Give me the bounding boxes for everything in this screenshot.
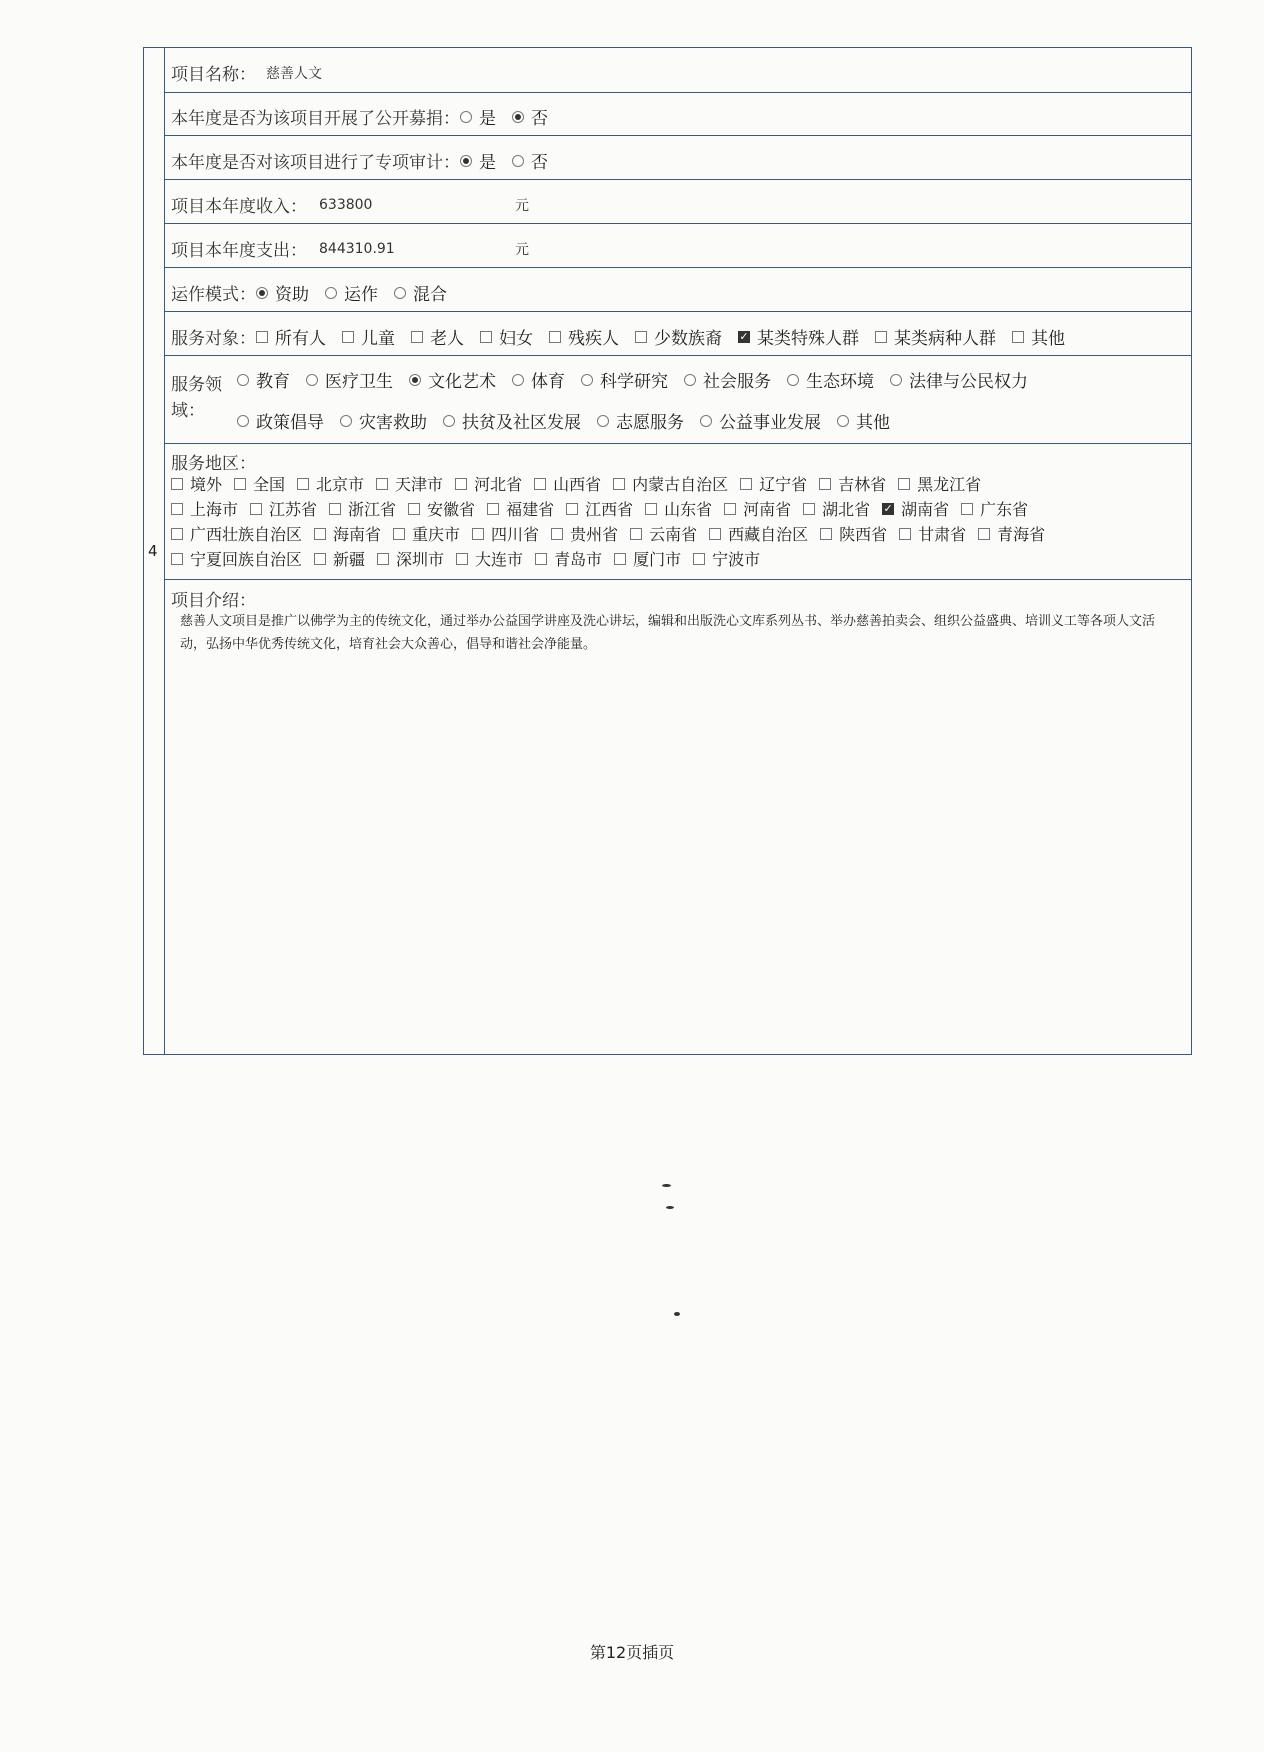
field-option[interactable]: 其他 xyxy=(837,408,890,433)
checkbox-icon xyxy=(480,331,492,343)
row-index: 4 xyxy=(148,542,158,560)
fundraising-label: 本年度是否为该项目开展了公开募捐： xyxy=(171,109,460,129)
regions-grid xyxy=(171,471,1057,571)
checkbox-icon xyxy=(645,503,657,515)
radio-icon xyxy=(597,415,609,427)
checkbox-icon xyxy=(898,478,910,490)
region-option[interactable]: 境外 xyxy=(171,472,222,495)
fundraising-row xyxy=(165,93,1191,136)
scan-speck xyxy=(662,1184,671,1187)
checkbox-icon xyxy=(314,553,326,565)
target-option[interactable]: 儿童 xyxy=(342,324,395,349)
checkbox-icon xyxy=(487,503,499,515)
fields-label-line-2: 域： xyxy=(171,401,205,421)
project-name-row xyxy=(165,48,1191,93)
radio-icon xyxy=(306,374,318,386)
checkbox-icon xyxy=(551,528,563,540)
target-option[interactable]: 残疾人 xyxy=(549,324,619,349)
radio-selected-icon xyxy=(409,374,421,386)
checkbox-icon xyxy=(613,478,625,490)
region-option[interactable]: 山西省 xyxy=(534,472,601,495)
scan-speck xyxy=(674,1312,680,1316)
checkbox-icon xyxy=(376,478,388,490)
form-content xyxy=(165,48,1191,1054)
checkbox-icon xyxy=(549,331,561,343)
region-option[interactable]: 云南省 xyxy=(630,522,697,545)
checkbox-icon xyxy=(961,503,973,515)
radio-icon xyxy=(581,374,593,386)
region-option[interactable]: 全国 xyxy=(234,472,285,495)
field-option[interactable]: 法律与公民权力 xyxy=(890,367,1028,392)
region-option[interactable]: 海南省 xyxy=(314,522,381,545)
checkbox-icon xyxy=(297,478,309,490)
radio-icon xyxy=(890,374,902,386)
region-option[interactable]: 吉林省 xyxy=(819,472,886,495)
checkbox-icon xyxy=(455,478,467,490)
region-option[interactable]: 江西省 xyxy=(566,497,633,520)
intro-label: 项目介绍： xyxy=(171,591,256,611)
checkbox-icon xyxy=(630,528,642,540)
checkbox-icon xyxy=(978,528,990,540)
regions-line xyxy=(171,546,1057,571)
checkbox-icon xyxy=(456,553,468,565)
field-option[interactable]: 生态环境 xyxy=(787,367,874,392)
target-option[interactable]: 少数族裔 xyxy=(635,324,722,349)
field-option[interactable]: 体育 xyxy=(512,367,565,392)
regions-line xyxy=(171,521,1057,546)
region-option[interactable]: 河南省 xyxy=(724,497,791,520)
region-option[interactable]: 甘肃省 xyxy=(899,522,966,545)
region-option[interactable]: 内蒙古自治区 xyxy=(613,472,728,495)
checkbox-checked-icon: ✓ xyxy=(739,330,749,343)
region-option[interactable]: 河北省 xyxy=(455,472,522,495)
radio-icon xyxy=(443,415,455,427)
checkbox-icon xyxy=(329,503,341,515)
region-option[interactable]: 湖北省 xyxy=(803,497,870,520)
checkbox-icon xyxy=(342,331,354,343)
radio-icon xyxy=(237,374,249,386)
region-option[interactable]: 黑龙江省 xyxy=(898,472,981,495)
project-form xyxy=(143,47,1192,1055)
checkbox-icon xyxy=(534,478,546,490)
region-option-hunan[interactable]: ✓ 湖南省 xyxy=(883,500,950,519)
income-label: 项目本年度收入： xyxy=(171,197,307,217)
checkbox-icon xyxy=(566,503,578,515)
radio-selected-icon xyxy=(256,287,268,299)
region-option[interactable]: 青岛市 xyxy=(535,547,602,570)
region-option[interactable]: 西藏自治区 xyxy=(709,522,808,545)
checkbox-icon xyxy=(171,553,183,565)
regions-line xyxy=(171,496,1057,521)
checkbox-icon xyxy=(724,503,736,515)
region-option[interactable]: 山东省 xyxy=(645,497,712,520)
target-option[interactable]: 其他 xyxy=(1012,324,1065,349)
checkbox-icon xyxy=(819,478,831,490)
checkbox-icon xyxy=(171,503,183,515)
checkbox-checked-icon: ✓ xyxy=(883,502,893,515)
region-option[interactable]: 北京市 xyxy=(297,472,364,495)
region-option[interactable]: 厦门市 xyxy=(614,547,681,570)
field-option[interactable]: 灾害救助 xyxy=(340,408,427,433)
checkbox-icon xyxy=(535,553,547,565)
page-footer: 第12页插页 xyxy=(589,1643,675,1662)
expense-label: 项目本年度支出： xyxy=(171,241,307,261)
checkbox-icon xyxy=(171,528,183,540)
field-option-culture-art[interactable]: 文化艺术 xyxy=(409,367,496,392)
radio-icon xyxy=(837,415,849,427)
mode-option-funding[interactable]: 资助 xyxy=(256,280,309,305)
regions-label: 服务地区： xyxy=(171,454,256,474)
region-option[interactable]: 宁波市 xyxy=(693,547,760,570)
checkbox-icon xyxy=(709,528,721,540)
checkbox-icon xyxy=(393,528,405,540)
target-option[interactable]: 所有人 xyxy=(256,324,326,349)
region-option[interactable]: 福建省 xyxy=(487,497,554,520)
region-option[interactable]: 宁夏回族自治区 xyxy=(171,547,302,570)
field-option[interactable]: 医疗卫生 xyxy=(306,367,393,392)
region-option[interactable]: 安徽省 xyxy=(408,497,475,520)
region-option[interactable]: 江苏省 xyxy=(250,497,317,520)
mode-row xyxy=(165,268,1191,312)
mode-option-mixed[interactable]: 混合 xyxy=(394,280,447,305)
checkbox-icon xyxy=(635,331,647,343)
target-option[interactable]: 妇女 xyxy=(480,324,533,349)
checkbox-icon xyxy=(411,331,423,343)
checkbox-icon xyxy=(693,553,705,565)
target-option-special-group[interactable]: ✓ 某类特殊人群 xyxy=(739,329,859,349)
radio-icon xyxy=(460,111,472,123)
field-option[interactable]: 社会服务 xyxy=(684,367,771,392)
audit-label: 本年度是否对该项目进行了专项审计： xyxy=(171,153,460,173)
checkbox-icon xyxy=(408,503,420,515)
income-unit: 元 xyxy=(515,197,529,214)
region-option[interactable]: 深圳市 xyxy=(377,547,444,570)
field-option[interactable]: 扶贫及社区发展 xyxy=(443,408,581,433)
checkbox-icon xyxy=(472,528,484,540)
region-option[interactable]: 重庆市 xyxy=(393,522,460,545)
checkbox-icon xyxy=(250,503,262,515)
radio-selected-icon xyxy=(512,111,524,123)
target-option[interactable]: 老人 xyxy=(411,324,464,349)
scan-speck xyxy=(666,1206,674,1209)
checkbox-icon xyxy=(614,553,626,565)
radio-icon xyxy=(787,374,799,386)
fields-label-line-1: 服务领 xyxy=(171,375,222,395)
checkbox-icon xyxy=(1012,331,1024,343)
region-option[interactable]: 天津市 xyxy=(376,472,443,495)
income-row xyxy=(165,180,1191,224)
radio-icon xyxy=(512,155,524,167)
field-option[interactable]: 志愿服务 xyxy=(597,408,684,433)
radio-icon xyxy=(325,287,337,299)
checkbox-icon xyxy=(377,553,389,565)
region-option[interactable]: 青海省 xyxy=(978,522,1045,545)
targets-label: 服务对象： xyxy=(171,329,256,349)
checkbox-icon xyxy=(256,331,268,343)
regions-line xyxy=(171,471,1057,496)
field-option[interactable]: 公益事业发展 xyxy=(700,408,821,433)
target-option[interactable]: 某类病种人群 xyxy=(875,324,996,349)
region-option[interactable]: 大连市 xyxy=(456,547,523,570)
region-option[interactable]: 陕西省 xyxy=(820,522,887,545)
region-option[interactable]: 四川省 xyxy=(472,522,539,545)
intro-text: 慈善人文项目是推广以佛学为主的传统文化，通过举办公益国学讲座及洗心讲坛，编辑和出版洗心文库系列丛书、举办慈善拍卖会、组织公益盛典、培训义工等各项人文活动，弘扬中华优秀传统文化，培育社会大众善心，倡导和谐社会净能量。 xyxy=(180,614,1156,652)
regions-row xyxy=(165,444,1191,580)
expense-row xyxy=(165,224,1191,268)
index-column xyxy=(144,48,165,1054)
region-option[interactable]: 新疆 xyxy=(314,547,365,570)
radio-selected-icon xyxy=(460,155,472,167)
mode-label: 运作模式： xyxy=(171,285,256,305)
targets-row xyxy=(165,312,1191,356)
checkbox-icon xyxy=(740,478,752,490)
checkbox-icon xyxy=(875,331,887,343)
project-name-value: 慈善人文 xyxy=(266,65,322,82)
radio-icon xyxy=(237,415,249,427)
field-option[interactable]: 科学研究 xyxy=(581,367,668,392)
region-option[interactable]: 辽宁省 xyxy=(740,472,807,495)
radio-icon xyxy=(340,415,352,427)
radio-icon xyxy=(394,287,406,299)
audit-no-option[interactable]: 否 xyxy=(512,148,548,173)
checkbox-icon xyxy=(171,478,183,490)
radio-icon xyxy=(684,374,696,386)
audit-yes-option[interactable]: 是 xyxy=(460,148,496,173)
region-option[interactable]: 广东省 xyxy=(961,497,1028,520)
income-value: 633800 xyxy=(319,196,373,213)
checkbox-icon xyxy=(803,503,815,515)
expense-value: 844310.91 xyxy=(319,240,395,257)
region-option[interactable]: 贵州省 xyxy=(551,522,618,545)
field-option[interactable]: 教育 xyxy=(237,367,290,392)
expense-unit: 元 xyxy=(515,241,529,258)
audit-row xyxy=(165,136,1191,180)
mode-option-operation[interactable]: 运作 xyxy=(325,280,378,305)
intro-row xyxy=(165,580,1191,1054)
fundraising-no-option[interactable]: 否 xyxy=(512,104,548,129)
checkbox-icon xyxy=(314,528,326,540)
region-option[interactable]: 广西壮族自治区 xyxy=(171,522,302,545)
field-option[interactable]: 政策倡导 xyxy=(237,408,324,433)
checkbox-icon xyxy=(820,528,832,540)
checkbox-icon xyxy=(899,528,911,540)
fields-row xyxy=(165,356,1191,444)
checkbox-icon xyxy=(234,478,246,490)
region-option[interactable]: 上海市 xyxy=(171,497,238,520)
fundraising-yes-option[interactable]: 是 xyxy=(460,104,496,129)
project-name-label: 项目名称： xyxy=(171,65,256,85)
radio-icon xyxy=(512,374,524,386)
radio-icon xyxy=(700,415,712,427)
region-option[interactable]: 浙江省 xyxy=(329,497,396,520)
